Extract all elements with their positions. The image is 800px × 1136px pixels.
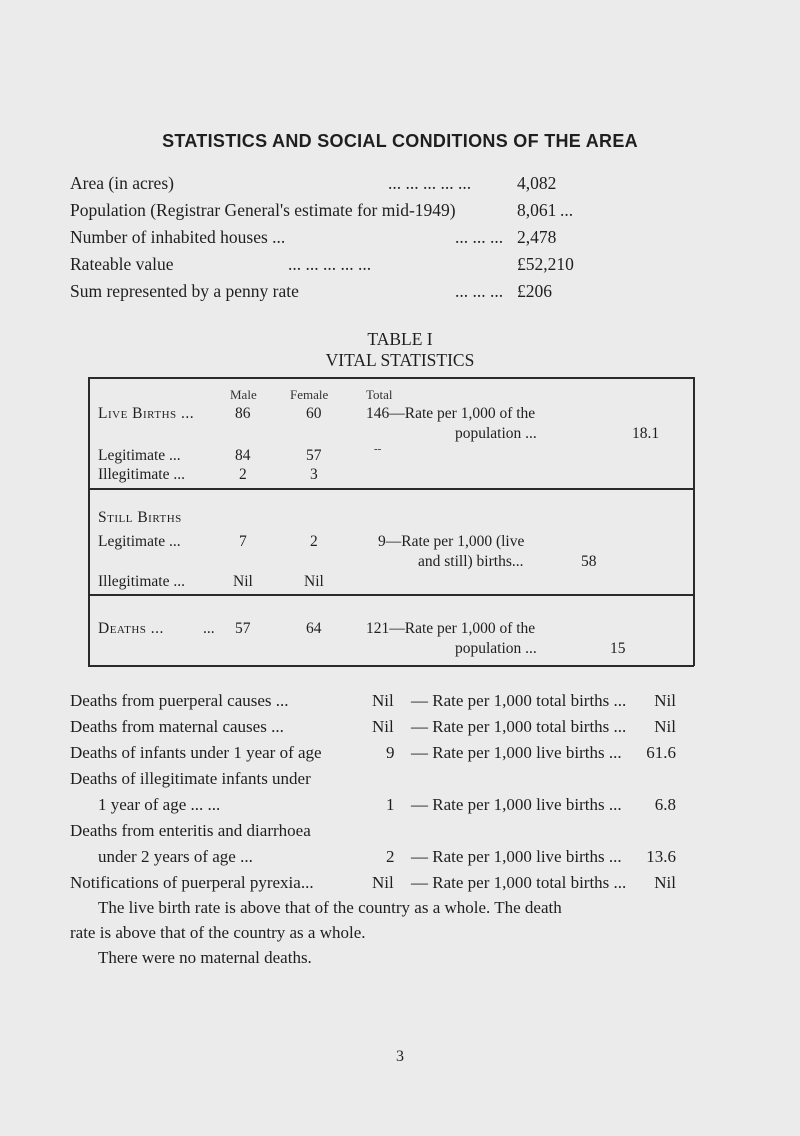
death-row-value: 6.8 (654, 795, 676, 814)
deaths-female: 64 (306, 620, 322, 637)
deaths-dots: ... (203, 620, 215, 637)
death-row-rate-text: — Rate per 1,000 total births ... (411, 717, 627, 736)
live-legitimate-male: 84 (235, 447, 251, 464)
summary-dots-area: ... ... ... ... ... (388, 173, 472, 193)
live-births-female: 60 (306, 405, 322, 422)
paragraph-line-1: The live birth rate is above that of the country as a whole. The death (98, 898, 562, 917)
death-row-label: 1 year of age ... ... (98, 795, 221, 814)
death-row-rate-text: — Rate per 1,000 live births ... (411, 795, 622, 814)
deaths-male: 57 (235, 620, 251, 637)
still-births-label: Still Births (98, 509, 182, 526)
summary-label-houses: Number of inhabited houses ... (70, 227, 286, 247)
death-row-count: Nil (372, 691, 394, 710)
death-row-rate-text: — Rate per 1,000 total births ... (411, 873, 627, 892)
still-births-rate-line1: 9—Rate per 1,000 (live (378, 533, 525, 550)
still-births-rate-line2: and still) births... (418, 553, 524, 570)
live-legitimate-label: Legitimate ... (98, 447, 181, 464)
summary-label-penny-rate: Sum represented by a penny rate (70, 281, 299, 301)
death-row-label: Deaths of infants under 1 year of age (70, 743, 322, 762)
deaths-rate: 15 (610, 640, 626, 657)
summary-dots-rateable: ... ... ... ... ... (288, 254, 372, 274)
death-row-count: Nil (372, 873, 394, 892)
live-births-male: 86 (235, 405, 251, 422)
col-header-total: Total (366, 387, 393, 402)
live-illegitimate-male: 2 (239, 466, 247, 483)
live-illegitimate-female: 3 (310, 466, 318, 483)
live-births-rate: 18.1 (632, 425, 660, 442)
summary-label-area: Area (in acres) (70, 173, 174, 193)
summary-dots-population: ... (560, 200, 574, 220)
live-births-label: Live Births ... (98, 405, 195, 422)
summary-dots-houses: ... ... ... (455, 227, 504, 247)
death-row-rate-text: — Rate per 1,000 live births ... (411, 847, 622, 866)
still-legitimate-label: Legitimate ... (98, 533, 181, 550)
summary-dots-penny-rate: ... ... ... (455, 281, 504, 301)
still-illegitimate-male: Nil (233, 573, 253, 590)
live-legitimate-female: 57 (306, 447, 322, 464)
summary-label-rateable: Rateable value (70, 254, 174, 274)
death-row-count: 2 (386, 847, 395, 866)
death-row-label: Notifications of puerperal pyrexia... (70, 873, 314, 892)
paragraph-line-2: rate is above that of the country as a whole. (70, 923, 366, 942)
live-legitimate-total: -- (374, 443, 382, 455)
death-row-value: 13.6 (646, 847, 676, 866)
still-legitimate-male: 7 (239, 533, 247, 550)
live-births-rate-line1: 146—Rate per 1,000 of the (366, 405, 536, 422)
still-births-rate: 58 (581, 553, 597, 570)
death-row-rate-text: — Rate per 1,000 live births ... (411, 743, 622, 762)
summary-value-houses: 2,478 (517, 227, 557, 247)
table-rule-1 (88, 488, 694, 490)
death-row-label: Deaths from enteritis and diarrhoea (70, 821, 311, 840)
table-rule-2 (88, 594, 694, 596)
summary-value-penny-rate: £206 (517, 281, 552, 301)
death-row-count: Nil (372, 717, 394, 736)
summary-value-population: 8,061 (517, 200, 557, 220)
table-right-rule (693, 377, 695, 666)
still-illegitimate-female: Nil (304, 573, 324, 590)
table-bottom-rule (88, 665, 694, 667)
still-illegitimate-label: Illegitimate ... (98, 573, 185, 590)
summary-label-population: Population (Registrar General's estimate for mid-1949) (70, 200, 456, 220)
deaths-rate-line1: 121—Rate per 1,000 of the (366, 620, 536, 637)
table-title: TABLE I (367, 329, 433, 349)
table-subtitle: VITAL STATISTICS (325, 350, 475, 370)
death-row-label: Deaths from puerperal causes ... (70, 691, 289, 710)
live-births-rate-line2: population ... (455, 425, 537, 442)
death-row-rate-text: — Rate per 1,000 total births ... (411, 691, 627, 710)
table-left-rule (88, 377, 90, 666)
death-row-label: Deaths from maternal causes ... (70, 717, 284, 736)
death-row-value: 61.6 (646, 743, 676, 762)
live-illegitimate-label: Illegitimate ... (98, 466, 185, 483)
death-row-value: Nil (654, 873, 676, 892)
col-header-male: Male (230, 387, 257, 402)
page-number: 3 (396, 1048, 404, 1065)
still-legitimate-female: 2 (310, 533, 318, 550)
death-row-count: 9 (386, 743, 395, 762)
death-row-label: Deaths of illegitimate infants under (70, 769, 311, 788)
paragraph-line-3: There were no maternal deaths. (98, 948, 312, 967)
page-heading: STATISTICS AND SOCIAL CONDITIONS OF THE AREA (162, 131, 638, 151)
summary-value-rateable: £52,210 (517, 254, 574, 274)
summary-value-area: 4,082 (517, 173, 557, 193)
deaths-label: Deaths ... (98, 620, 164, 637)
col-header-female: Female (290, 387, 329, 402)
table-top-rule (88, 377, 694, 379)
death-row-count: 1 (386, 795, 395, 814)
death-row-label: under 2 years of age ... (98, 847, 253, 866)
death-row-value: Nil (654, 691, 676, 710)
death-row-value: Nil (654, 717, 676, 736)
deaths-rate-line2: population ... (455, 640, 537, 657)
